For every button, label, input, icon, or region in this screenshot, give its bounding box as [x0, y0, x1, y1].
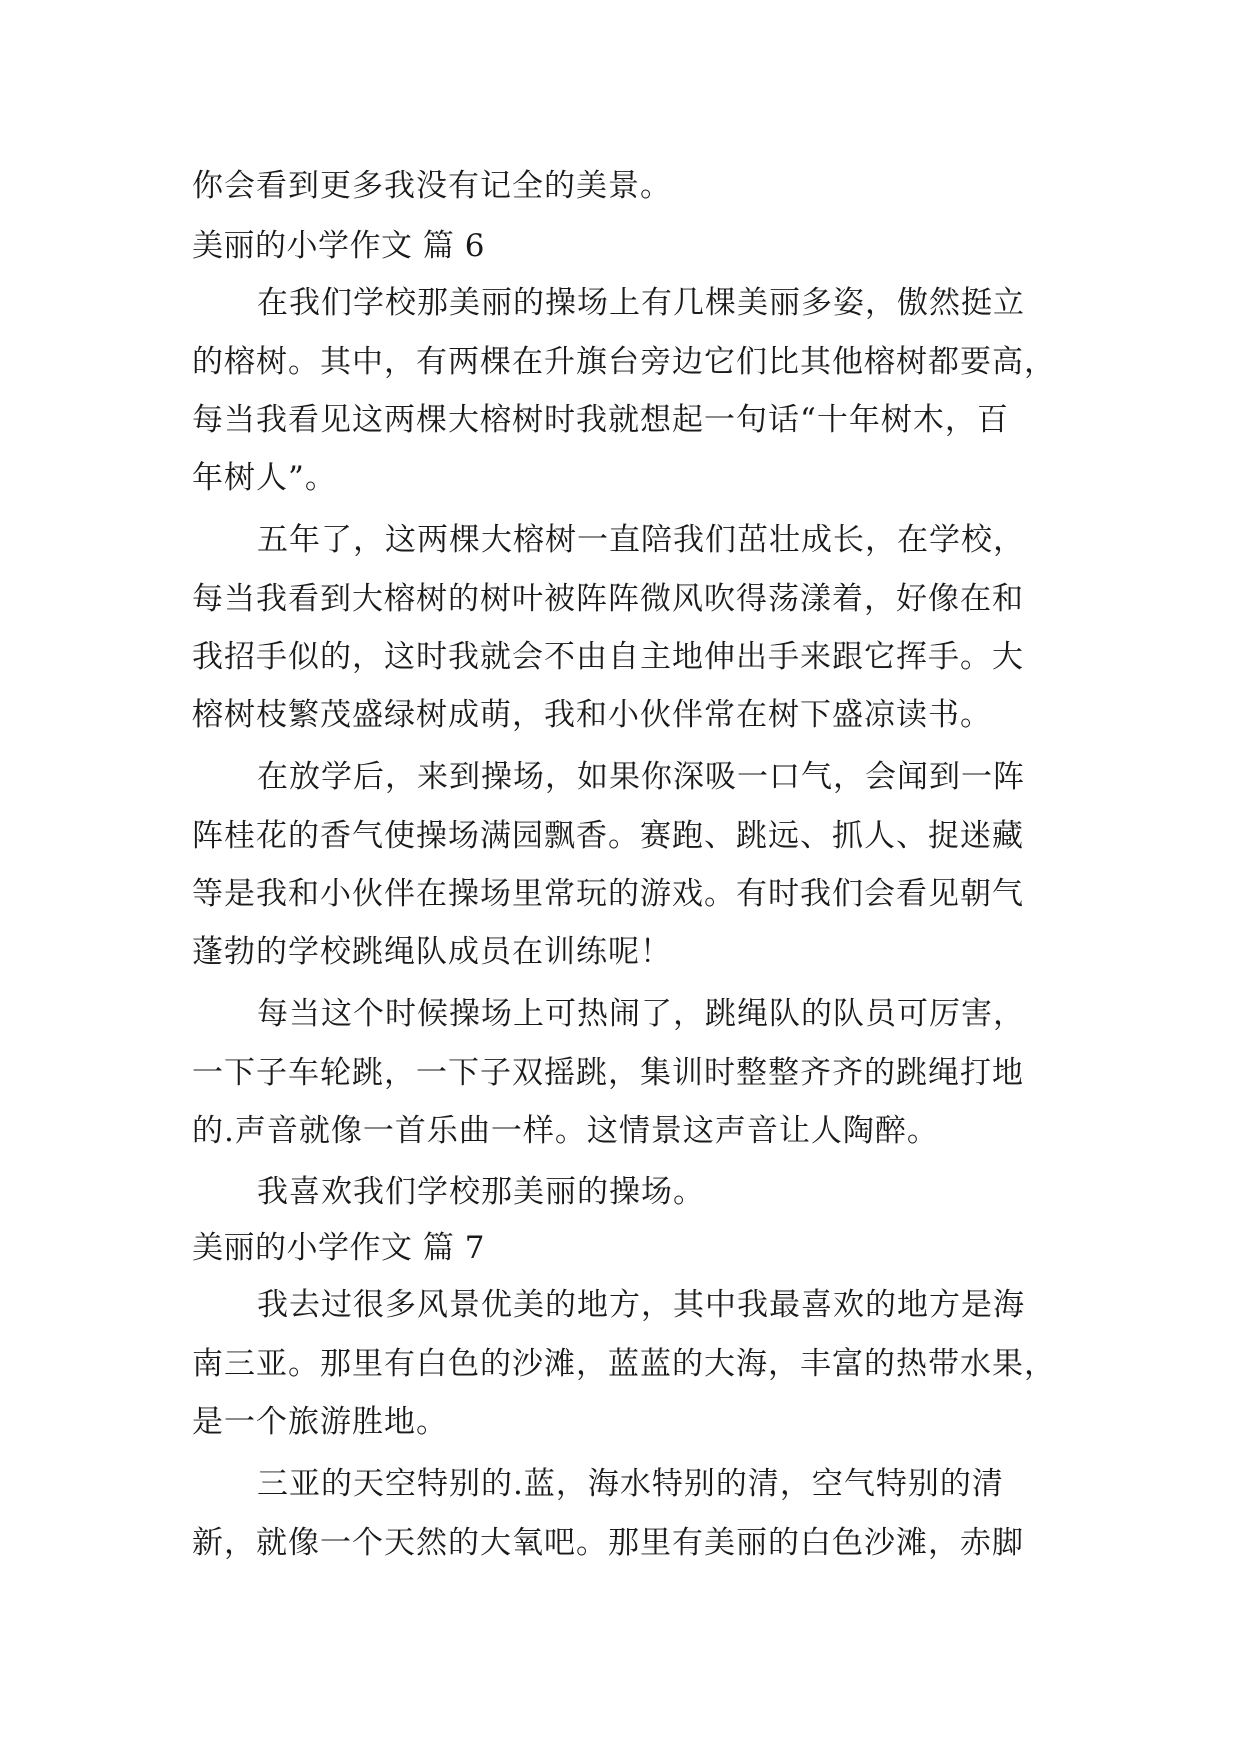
paragraph-line: 在我们学校那美丽的操场上有几棵美丽多姿，傲然挺立	[257, 285, 1025, 321]
paragraph-line: 我去过很多风景优美的地方，其中我最喜欢的地方是海	[257, 1287, 1025, 1323]
paragraph-line: 每当我看到大榕树的树叶被阵阵微风吹得荡漾着，好像在和	[192, 581, 1024, 617]
paragraph-line: 新，就像一个天然的大氧吧。那里有美丽的白色沙滩，赤脚	[192, 1525, 1024, 1561]
paragraph-line: 三亚的天空特别的.蓝，海水特别的清，空气特别的清	[257, 1466, 1004, 1502]
paragraph-line: 等是我和小伙伴在操场里常玩的游戏。有时我们会看见朝气	[192, 876, 1024, 912]
paragraph-line: 南三亚。那里有白色的沙滩，蓝蓝的大海，丰富的热带水果，	[192, 1346, 1056, 1382]
paragraph-line: 每当这个时候操场上可热闹了，跳绳队的队员可厉害，	[257, 996, 1025, 1032]
section-heading: 美丽的小学作文 篇 7	[192, 1230, 485, 1266]
paragraph-line: 蓬勃的学校跳绳队成员在训练呢！	[192, 934, 672, 970]
text-line: 你会看到更多我没有记全的美景。	[192, 168, 672, 204]
paragraph-line: 榕树枝繁茂盛绿树成萌，我和小伙伴常在树下盛凉读书。	[192, 697, 992, 733]
paragraph-line: 阵桂花的香气使操场满园飘香。赛跑、跳远、抓人、捉迷藏	[192, 818, 1024, 854]
paragraph-line: 每当我看见这两棵大榕树时我就想起一句话“十年树木，百	[192, 402, 1009, 438]
paragraph-line: 五年了，这两棵大榕树一直陪我们茁壮成长，在学校，	[257, 522, 1025, 558]
paragraph-line: 我喜欢我们学校那美丽的操场。	[257, 1174, 705, 1210]
paragraph-line: 年树人”。	[192, 460, 337, 496]
paragraph-line: 在放学后，来到操场，如果你深吸一口气，会闻到一阵	[257, 759, 1025, 795]
section-heading: 美丽的小学作文 篇 6	[192, 228, 485, 264]
paragraph-line: 一下子车轮跳，一下子双摇跳，集训时整整齐齐的跳绳打地	[192, 1055, 1024, 1091]
paragraph-line: 的.声音就像一首乐曲一样。这情景这声音让人陶醉。	[192, 1113, 939, 1149]
paragraph-line: 我招手似的，这时我就会不由自主地伸出手来跟它挥手。大	[192, 639, 1024, 675]
paragraph-line: 是一个旅游胜地。	[192, 1404, 448, 1440]
paragraph-line: 的榕树。其中，有两棵在升旗台旁边它们比其他榕树都要高，	[192, 344, 1056, 380]
